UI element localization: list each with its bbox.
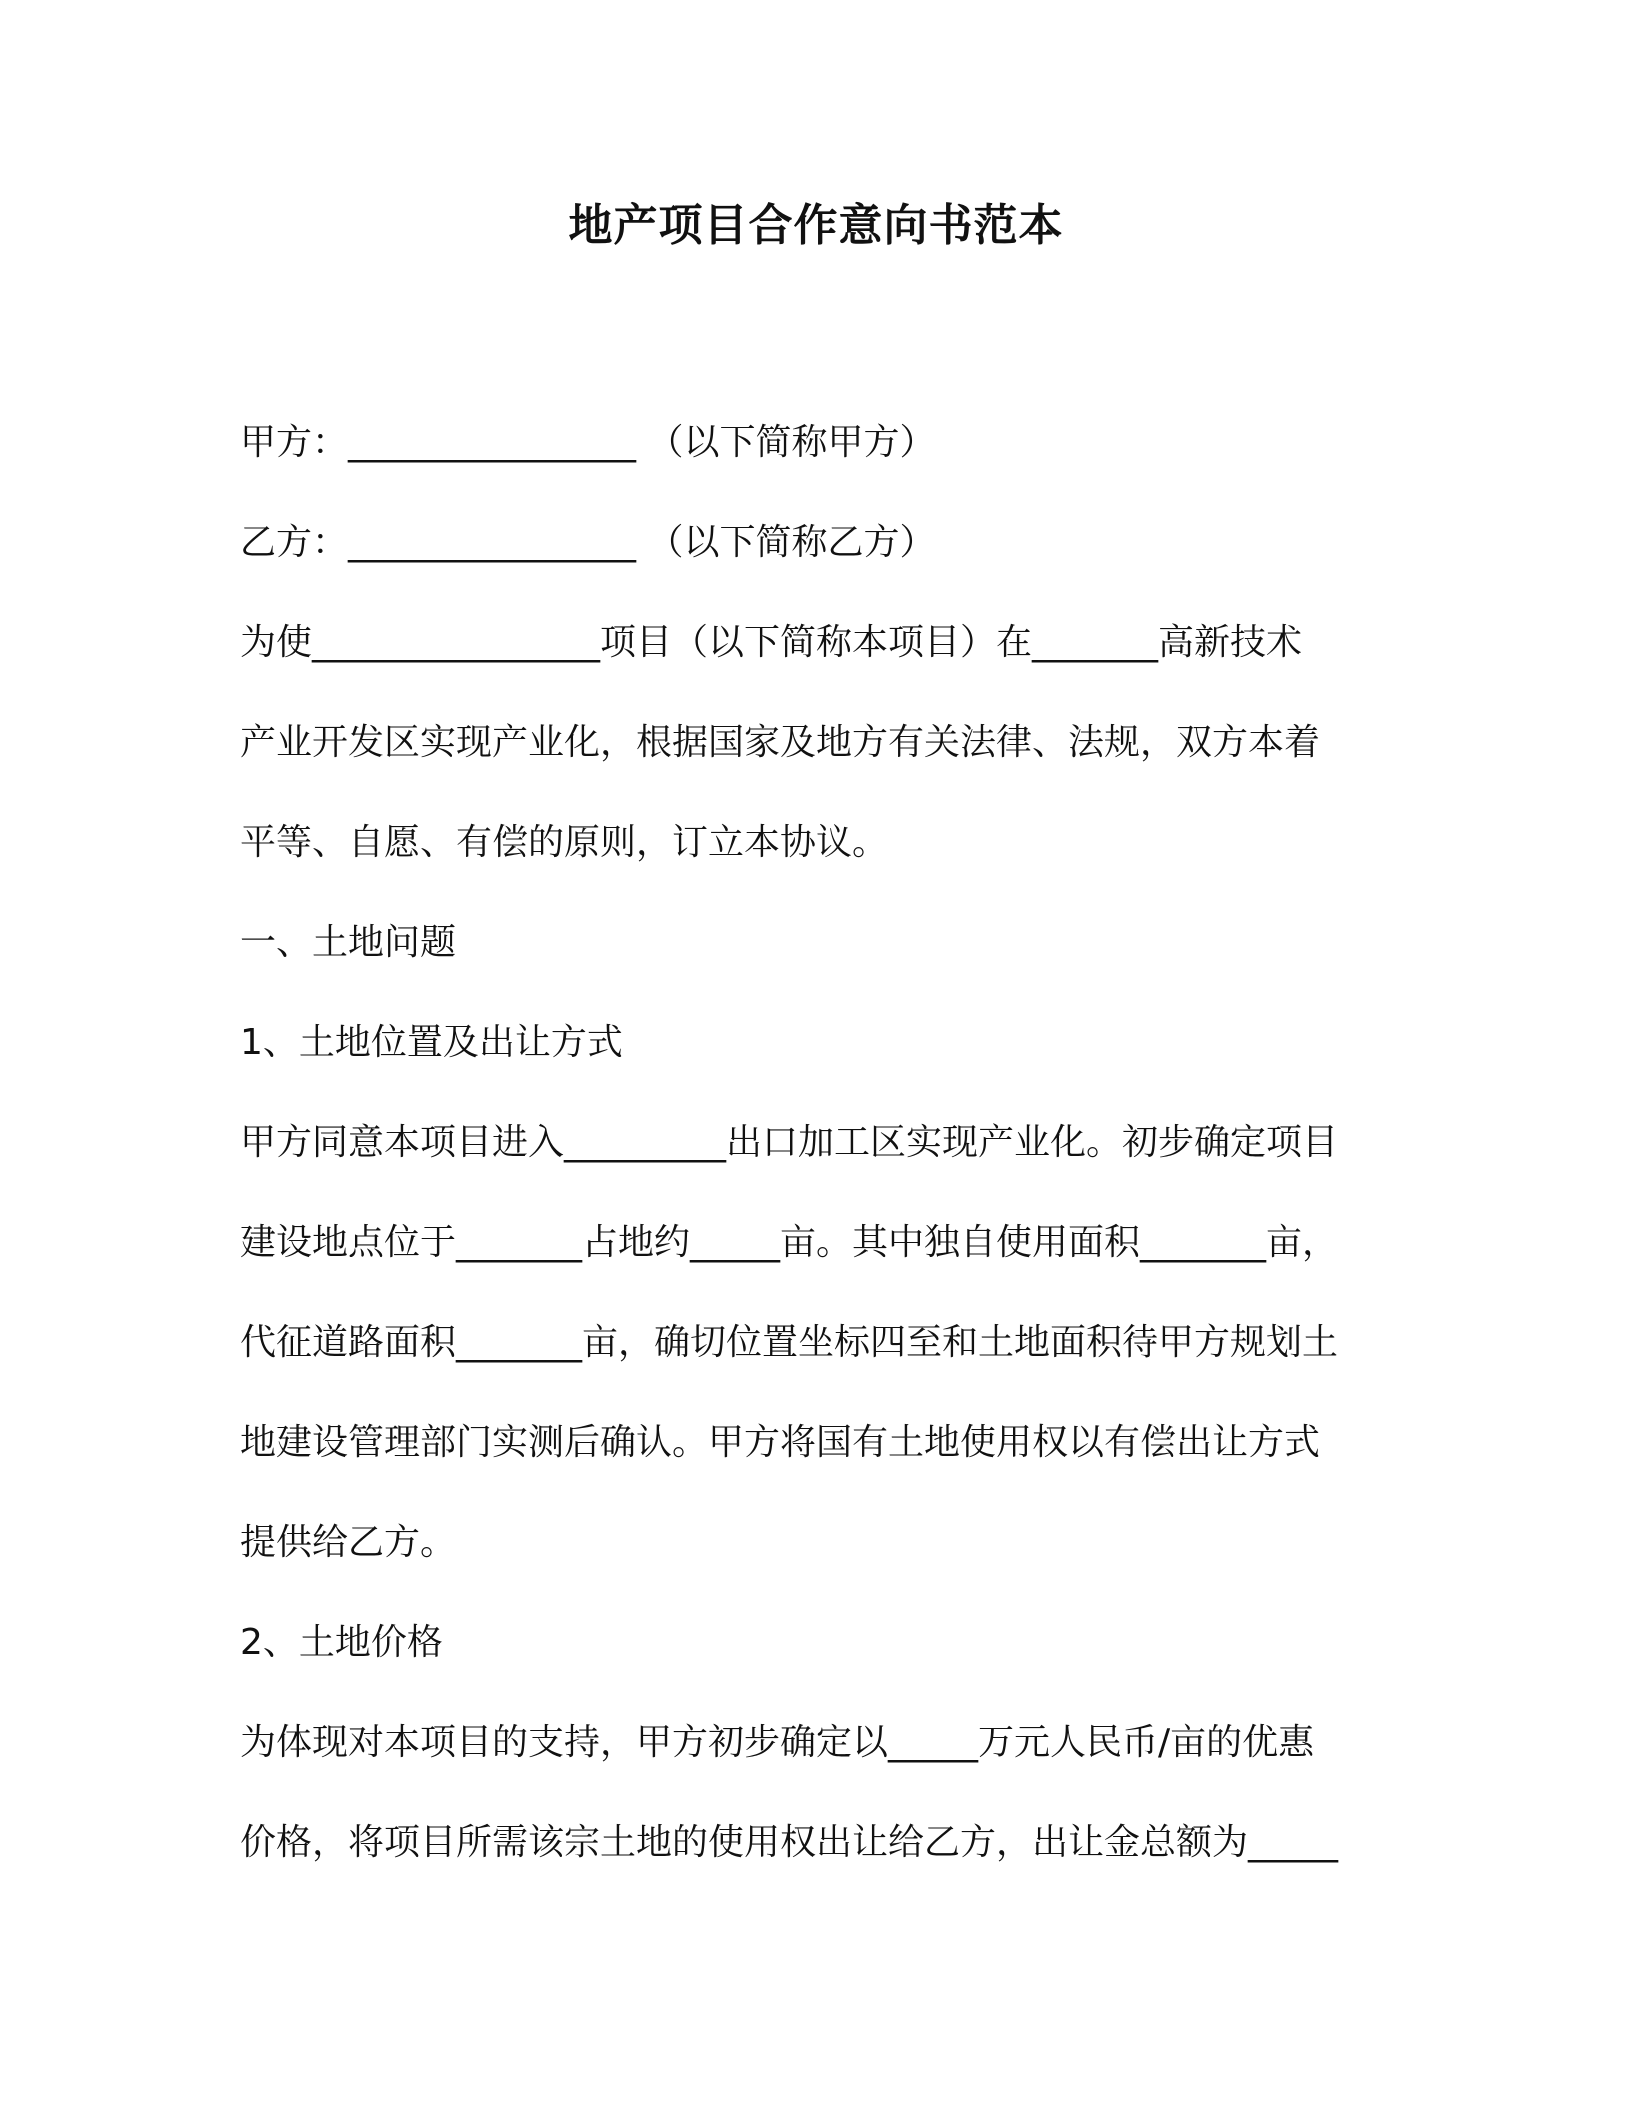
location-line-1: 甲方同意本项目进入_________出口加工区实现产业化。初步确定项目 — [240, 1122, 1339, 1163]
party-b-line: 乙方：________________ （以下简称乙方） — [240, 522, 936, 563]
location-line-2: 建设地点位于_______占地约_____亩。其中独自使用面积_______亩， — [240, 1222, 1339, 1263]
preamble-line-3: 平等、自愿、有偿的原则，订立本协议。 — [240, 822, 889, 863]
subsection-heading-price: 2、土地价格 — [240, 1622, 443, 1663]
preamble-line-2: 产业开发区实现产业化，根据国家及地方有关法律、法规，双方本着 — [240, 722, 1321, 763]
price-line-2: 价格，将项目所需该宗土地的使用权出让给乙方，出让金总额为_____ — [240, 1822, 1339, 1863]
location-line-5: 提供给乙方。 — [240, 1522, 457, 1563]
document-title: 地产项目合作意向书范本 — [568, 200, 1064, 251]
section-heading-land: 一、土地问题 — [240, 922, 457, 963]
location-line-4: 地建设管理部门实测后确认。甲方将国有土地使用权以有偿出让方式 — [240, 1422, 1321, 1463]
price-line-1: 为体现对本项目的支持，甲方初步确定以_____万元人民币/亩的优惠 — [240, 1722, 1315, 1763]
subsection-heading-location: 1、土地位置及出让方式 — [240, 1022, 623, 1063]
party-a-line: 甲方：________________ （以下简称甲方） — [240, 422, 936, 463]
location-line-3: 代征道路面积_______亩，确切位置坐标四至和土地面积待甲方规划土 — [240, 1322, 1339, 1363]
preamble-line-1: 为使________________项目（以下简称本项目）在_______高新技术 — [240, 622, 1303, 663]
